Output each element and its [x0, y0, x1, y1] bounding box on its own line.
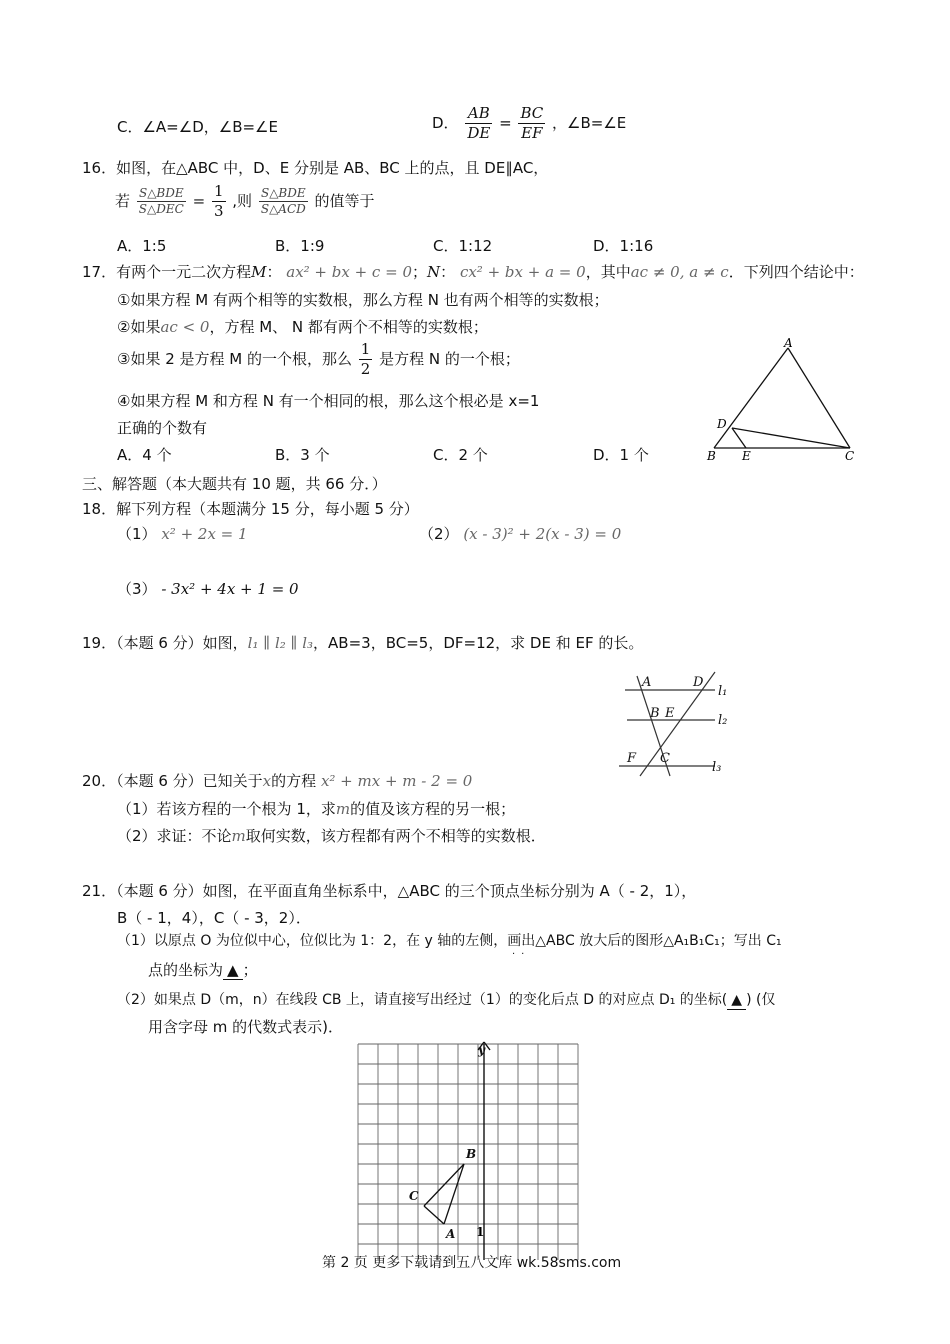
q21-side-ca — [424, 1206, 444, 1224]
q17-triangle-figure — [700, 336, 870, 466]
q21-part-1-answer — [148, 960, 258, 980]
q16-equals: = — [192, 192, 206, 210]
q17-colon-2: ： — [440, 263, 456, 281]
q16-stem: 16．如图，在△ABC 中，D、E 分别是 AB、BC 上的点，且 DE∥AC， — [82, 159, 549, 177]
q19-parallel-lines-figure — [615, 668, 735, 780]
q19-label-l2: l₂ — [718, 713, 728, 728]
q17-half-den: 2 — [360, 360, 371, 378]
q19-label-a: A — [642, 675, 652, 690]
q18-p1-label: （1） — [117, 525, 157, 543]
q18-p3-equation: - 3x² + 4x + 1 = 0 — [161, 580, 299, 598]
q17-option-b: B．3 个 — [275, 446, 330, 464]
q17-stem-c: ．下列四个结论中： — [728, 263, 864, 281]
q15-equals: = — [499, 114, 512, 132]
q16-fraction-2 — [212, 182, 226, 221]
q20-p1-a: （1）若该方程的一个根为 1，求 — [117, 800, 336, 818]
q18-part-1 — [117, 524, 248, 544]
q21-y-label: y — [478, 1043, 485, 1057]
q20-p2-b: 取何实数，该方程都有两个不相等的实数根． — [245, 827, 546, 845]
q21-answer-blank-1[interactable]: ▲ — [223, 961, 243, 980]
q16-fraction-1 — [137, 186, 186, 217]
q17-N: N — [427, 263, 441, 281]
q16-condition — [115, 182, 375, 221]
q17-stem — [82, 262, 864, 282]
q17-M: M — [251, 263, 267, 281]
q17-label-a: A — [784, 336, 793, 350]
q20-part-1 — [117, 799, 515, 819]
q19-b: ，AB=3，BC=5，DF=12，求 DE 和 EF 的长。 — [313, 634, 644, 652]
q17-s3-b: 是方程 N 的一个根； — [379, 350, 520, 368]
q17-fraction-half — [359, 340, 373, 379]
q17-s3-a: ③如果 2 是方程 M 的一个根，那么 — [117, 350, 353, 368]
q21-p1-pre: 点的坐标为 — [148, 961, 224, 979]
q20-p2-m: m — [231, 827, 246, 845]
q16-option-a: A．1:5 — [117, 237, 167, 255]
q16-f2-num: 1 — [213, 182, 224, 200]
q19-label-b: B — [650, 706, 660, 721]
q18-part-3 — [117, 579, 299, 599]
q17-statement-2 — [117, 317, 488, 337]
q16-option-b: B．1:9 — [275, 237, 325, 255]
q19-stem — [82, 633, 643, 653]
q15-fraction-ab-de — [465, 104, 492, 143]
q16-f3-num: S△BDE — [259, 186, 308, 202]
q15-frac2-den: EF — [521, 124, 543, 142]
q17-statement-4: ④如果方程 M 和方程 N 有一个相同的根，那么这个根必是 x=1 — [117, 392, 540, 410]
q15-option-d — [432, 104, 626, 143]
q15-frac2-num: BC — [520, 104, 544, 122]
q17-option-c: C．2 个 — [433, 446, 488, 464]
q19-parallel-lines: l₁ ∥ l₂ ∥ l₃ — [247, 634, 314, 652]
q16-tail: 的值等于 — [314, 192, 375, 210]
q17-question: 正确的个数有 — [117, 419, 208, 437]
q21-label-a: A — [446, 1227, 456, 1241]
q17-stem-a: 17．有两个一元二次方程 — [82, 263, 252, 281]
q19-label-l1: l₁ — [718, 684, 728, 699]
q20-stem — [82, 771, 472, 791]
q21-part-1: （1）以原点 O 为位似中心，位似比为 1：2，在 y 轴的左侧，画出△ABC 放大后的图形△A₁B₁C₁；写出 C₁ — [117, 933, 782, 949]
q17-stem-b: ，其中 — [585, 263, 631, 281]
q17-statement-3 — [117, 340, 520, 379]
q19-label-d: D — [693, 675, 704, 690]
q19-label-e: E — [665, 706, 675, 721]
q17-statement-1: ①如果方程 M 有两个相等的实数根，那么方程 N 也有两个相等的实数根； — [117, 291, 609, 309]
q18-p2-label: （2） — [419, 525, 459, 543]
q17-label-b: B — [707, 449, 716, 463]
q21-label-c: C — [409, 1189, 419, 1203]
q17-side-ac — [788, 348, 850, 448]
q17-label-d: D — [717, 417, 727, 431]
q21-stem-1: 21．（本题 6 分）如图，在平面直角坐标系中，△ABC 的三个顶点坐标分别为 A（ - 2，1）， — [82, 882, 697, 900]
q17-half-num: 1 — [360, 340, 371, 358]
q20-x: x — [262, 772, 272, 790]
q20-p1-b: 的值及该方程的另一根； — [350, 800, 516, 818]
q17-segment-dc — [732, 428, 850, 448]
q15-frac1-num: AB — [465, 104, 492, 124]
q20-b: 的方程 — [271, 772, 317, 790]
q21-p2-a: （2）如果点 D（m，n）在线段 CB 上，请直接写出经过（1）的变化后点 D 的对应点 D₁ 的坐标( — [117, 992, 728, 1008]
q21-p1-post: ； — [242, 961, 258, 979]
q21-tick-one: 1 — [476, 1225, 485, 1239]
q16-option-c: C．1:12 — [433, 237, 493, 255]
q19-label-f: F — [627, 751, 637, 766]
q21-label-b: B — [466, 1147, 477, 1161]
q21-answer-blank-2[interactable]: ▲ — [727, 991, 746, 1010]
q19-label-l3: l₃ — [712, 760, 722, 775]
q18-p3-label: （3） — [117, 580, 157, 598]
page-footer: 第 2 页 更多下载请到五八文库 wk.58sms.com — [322, 1255, 622, 1271]
q20-p1-m: m — [335, 800, 351, 818]
q16-f3-den: S△ACD — [260, 202, 306, 216]
q20-equation: x² + mx + m - 2 = 0 — [320, 772, 473, 790]
q20-p2-a: （2）求证：不论 — [117, 827, 232, 845]
q15-fraction-bc-ef — [518, 104, 545, 143]
q17-equation-n: cx² + bx + a = 0 — [459, 263, 586, 281]
q16-fraction-3 — [259, 186, 308, 217]
q19-a: 19．（本题 6 分）如图， — [82, 634, 248, 652]
q18-p2-equation: (x - 3)² + 2(x - 3) = 0 — [463, 525, 622, 543]
q17-option-a: A．4 个 — [117, 446, 172, 464]
q17-equation-m: ax² + bx + c = 0 — [286, 263, 412, 281]
q21-coordinate-grid — [350, 1040, 582, 1260]
q17-segment-de — [732, 428, 746, 448]
q17-side-ab — [714, 348, 788, 448]
q17-option-d: D．1 个 — [593, 446, 649, 464]
q16-f2-den: 3 — [213, 202, 224, 220]
q17-label-e: E — [742, 449, 751, 463]
q16-ruo: 若 — [115, 192, 131, 210]
q17-label-c: C — [845, 449, 855, 463]
q15-option-c: C．∠A=∠D，∠B=∠E — [117, 118, 278, 136]
q17-condition: ac ≠ 0, a ≠ c — [630, 263, 729, 281]
q17-s2-cond: ac < 0 — [160, 318, 210, 336]
q21-side-ab — [444, 1164, 464, 1224]
q21-p2-post: ) (仅 — [746, 992, 776, 1008]
q21-emphasis-dots: ·· — [512, 949, 531, 960]
q15-frac1-den: DE — [467, 124, 491, 142]
q18-title: 18．解下列方程（本题满分 15 分，每小题 5 分） — [82, 500, 419, 518]
q16-f1-den: S△DEC — [138, 202, 184, 216]
q15-option-d-label: D． — [432, 114, 459, 132]
q21-part-2-cont: 用含字母 m 的代数式表示)． — [148, 1018, 344, 1036]
q15-option-d-tail: ，∠B=∠E — [552, 114, 627, 132]
q19-label-c: C — [660, 751, 670, 766]
q17-colon: ： — [266, 263, 282, 281]
q16-f1-num: S△BDE — [137, 186, 186, 202]
q18-p1-equation: x² + 2x = 1 — [161, 525, 248, 543]
q18-part-2 — [419, 524, 621, 544]
q17-s2-b: ，方程 M、 N 都有两个不相等的实数根； — [209, 318, 488, 336]
q17-s2-a: ②如果 — [117, 318, 161, 336]
q21-part-2 — [117, 990, 775, 1010]
q20-part-2 — [117, 826, 546, 846]
q21-stem-2: B（ - 1，4），C（ - 3，2）． — [117, 909, 311, 927]
q20-a: 20．（本题 6 分）已知关于 — [82, 772, 263, 790]
section-3-heading: 三、解答题（本大题共有 10 题，共 66 分．） — [82, 475, 387, 493]
q16-then: ,则 — [232, 192, 253, 210]
q17-sep: ； — [412, 263, 428, 281]
q16-option-d: D．1:16 — [593, 237, 654, 255]
